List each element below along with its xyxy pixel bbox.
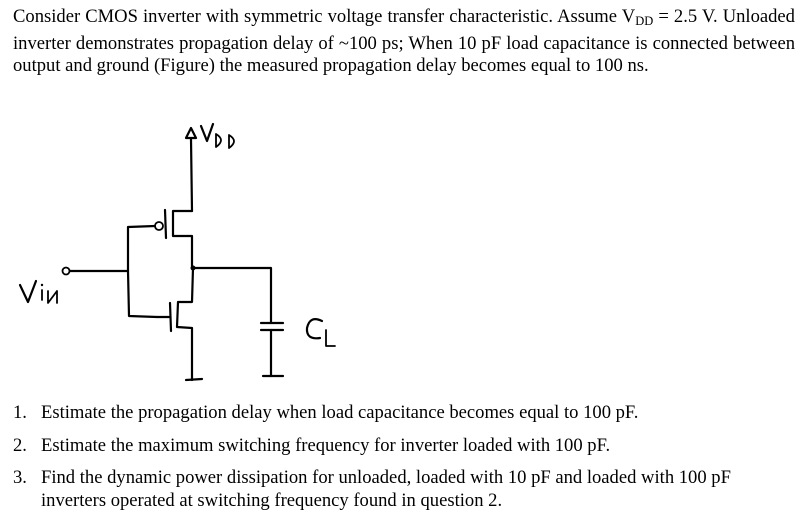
vin-input [63,268,158,318]
question-text: Estimate the maximum switching frequency for inverter loaded with 100 pF. [41,434,611,456]
vin-label [20,281,57,303]
vdd-label [201,124,234,148]
problem-rest-text: Unloaded inverter demonstrates propagation delay of ~100 ps; When 10 pF load capacitance is connected between output and ground (Figure) the measured propagation delay becomes equal to 100 ns. [13,6,795,76]
nmos-transistor [157,268,202,380]
vdd-subscript: DD [635,14,654,28]
load-capacitor [261,323,283,376]
cl-label [307,319,335,346]
question-item [13,402,798,425]
question-list [13,402,798,522]
problem-statement [13,6,795,78]
output-node [191,266,272,324]
problem-line1-end: = 2.5 V. [653,6,718,27]
pmos-transistor [128,210,192,271]
question-number: 3. [13,467,27,488]
problem-line1-text: Consider CMOS inverter with symmetric voltage transfer characteristic. Assume V [13,6,636,27]
inverter-schematic [0,110,420,400]
question-text: Estimate the propagation delay when load capacitance becomes equal to 100 pF. [41,402,639,423]
question-number: 2. [13,434,27,456]
vdd-arrow-icon [186,128,196,138]
question-item [13,467,798,512]
question-item [13,435,798,458]
cmos-inverter-figure [0,110,420,400]
question-number: 1. [13,402,27,423]
question-text: Find the dynamic power dissipation for unloaded, loaded with 10 pF and loaded with 100 pF inverters operated at switching frequency found in question 2. [41,467,731,511]
